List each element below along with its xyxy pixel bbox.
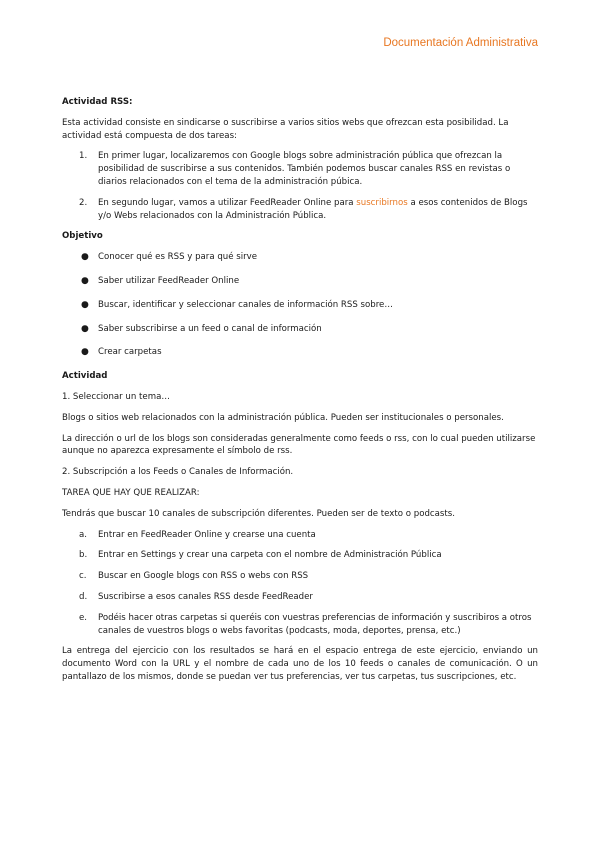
step-text: Entrar en Settings y crear una carpeta con el nombre de Administración Pública <box>98 550 442 561</box>
step-marker: d. <box>79 591 88 602</box>
step-item <box>62 529 538 542</box>
task-list <box>62 150 538 222</box>
objetivo-item-text: Buscar, identificar y seleccionar canales de información RSS sobre… <box>98 299 393 310</box>
objetivo-item <box>62 323 538 336</box>
task-text <box>98 197 538 223</box>
step2-heading: 2. Subscripción a los Feeds o Canales de Información. <box>62 467 294 478</box>
bullet-icon: ● <box>81 275 89 286</box>
task-text: En primer lugar, localizaremos con Google blogs sobre administración pública que ofrezcan la posibilidad de suscribirse a sus contenidos. También podemos buscar canales RSS en revistas o diarios relacionados con el tema de la administración púbica. <box>98 151 511 187</box>
intro-paragraph: Esta actividad consiste en sindicarse o suscribirse a varios sitios webs que ofrezcan esta posibilidad. La actividad está compuesta de dos tareas: <box>62 117 509 141</box>
objetivo-item <box>62 275 538 288</box>
closing-paragraph: La entrega del ejercicio con los resultados se hará en el espacio entrega de este ejercicio, enviando un documento Word con la URL y el nombre de cada uno de los 10 feeds o canales de comunicación. O un pantallazo de los mismos, donde se puedan ver tus preferencias, ver tus carpetas, tus suscripciones, etc. <box>62 646 538 682</box>
step-marker: b. <box>79 550 88 561</box>
bullet-icon: ● <box>81 252 89 263</box>
step-text: Podéis hacer otras carpetas si queréis con vuestras preferencias de información y suscribiros a otros canales de vuestros blogs o webs favoritas (podcasts, moda, deportes, prensa, etc.) <box>98 612 532 636</box>
step-item <box>62 549 538 562</box>
bullet-icon: ● <box>81 299 89 310</box>
actividad-heading: Actividad <box>62 371 108 382</box>
step-marker: a. <box>79 529 87 540</box>
step1-heading: 1. Seleccionar un tema… <box>62 391 170 402</box>
step-text: Entrar en FeedReader Online y crearse una cuenta <box>98 529 316 540</box>
objetivo-item-text: Saber subscribirse a un feed o canal de información <box>98 323 322 334</box>
bullet-icon: ● <box>81 347 89 358</box>
task-marker: 1. <box>79 151 88 162</box>
task-item <box>62 197 538 223</box>
objetivo-list <box>62 251 538 359</box>
header-title: Documentación Administrativa <box>383 37 538 49</box>
step-marker: c. <box>79 571 87 582</box>
document-body <box>62 96 538 692</box>
objetivo-item-text: Saber utilizar FeedReader Online <box>98 275 240 286</box>
objetivo-heading: Objetivo <box>62 231 103 242</box>
actividad-paragraph-2: La dirección o url de los blogs son consideradas generalmente como feeds o rss, con lo cual pueden utilizarse aunque no aparezca expresamente el símbolo de rss. <box>62 433 536 457</box>
step-text: Buscar en Google blogs con RSS o webs con RSS <box>98 571 309 582</box>
objetivo-item <box>62 299 538 312</box>
objetivo-item <box>62 251 538 264</box>
suscribirnos-link[interactable]: suscribirnos <box>356 197 408 208</box>
tarea-heading: TAREA QUE HAY QUE REALIZAR: <box>62 487 200 498</box>
steps-list <box>62 529 538 638</box>
objetivo-item <box>62 346 538 359</box>
actividad-paragraph-1: Blogs o sitios web relacionados con la administración pública. Pueden ser institucionales o personales. <box>62 412 504 423</box>
step-item <box>62 591 538 604</box>
step-item <box>62 612 538 638</box>
intro-heading: Actividad RSS: <box>62 97 133 107</box>
task-marker: 2. <box>79 197 88 208</box>
step-text: Suscribirse a esos canales RSS desde FeedReader <box>98 591 313 602</box>
task-text-after: a esos contenidos de Blogs y/o Webs relacionados con la Administración Pública. <box>98 197 528 221</box>
actividad-paragraph-3: Tendrás que buscar 10 canales de subscripción diferentes. Pueden ser de texto o podcasts. <box>62 508 455 519</box>
step-item <box>62 570 538 583</box>
task-text-before: En segundo lugar, vamos a utilizar FeedReader Online para <box>98 197 357 208</box>
bullet-icon: ● <box>81 323 89 334</box>
task-item <box>62 150 538 188</box>
step-marker: e. <box>79 612 88 623</box>
objetivo-item-text: Crear carpetas <box>98 347 162 358</box>
objetivo-item-text: Conocer qué es RSS y para qué sirve <box>98 252 258 263</box>
